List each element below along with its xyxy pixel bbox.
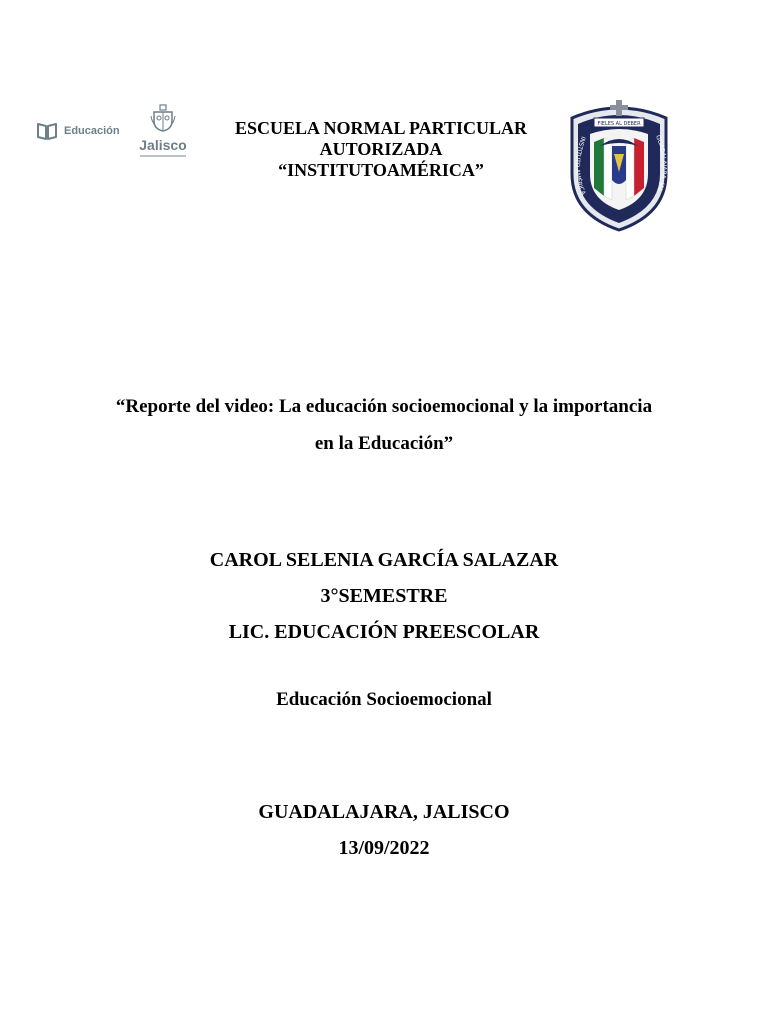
seal-ring-left-text: INSTITUTO AMÉRICA	[573, 135, 587, 197]
seal-motto: FIELES AL DEBER	[597, 121, 641, 127]
school-header-line1: ESCUELA NORMAL PARTICULAR	[234, 118, 528, 138]
school-header	[200, 118, 562, 181]
jalisco-logo	[134, 104, 192, 160]
seal-ring-right-text: GUADALAJARA, JAL.	[654, 134, 668, 195]
jalisco-logo-tagline	[140, 155, 186, 157]
state-coat-of-arms-icon	[150, 104, 176, 132]
student-info	[100, 542, 668, 650]
school-seal-icon	[560, 96, 678, 234]
school-header-line3: “INSTITUTOAMÉRICA”	[278, 160, 484, 180]
student-name: CAROL SELENIA GARCÍA SALAZAR	[209, 549, 559, 571]
report-title	[60, 388, 708, 462]
educacion-logo-label: Educación	[64, 125, 120, 137]
place: GUADALAJARA, JALISCO	[258, 801, 510, 823]
report-title-line1: “Reporte del video: La educación socioemocional y la importancia	[115, 396, 653, 417]
student-semester: 3°SEMESTRE	[320, 585, 448, 607]
date: 13/09/2022	[338, 837, 430, 859]
course-subject: Educación Socioemocional	[276, 689, 492, 710]
report-title-line2: en la Educación”	[314, 433, 454, 454]
place-date	[100, 794, 668, 866]
open-book-icon	[36, 121, 58, 141]
educacion-logo	[36, 118, 136, 144]
jalisco-logo-label: Jalisco	[139, 137, 187, 153]
student-degree: LIC. EDUCACIÓN PREESCOLAR	[228, 621, 540, 643]
school-header-line2: AUTORIZADA	[319, 139, 443, 159]
